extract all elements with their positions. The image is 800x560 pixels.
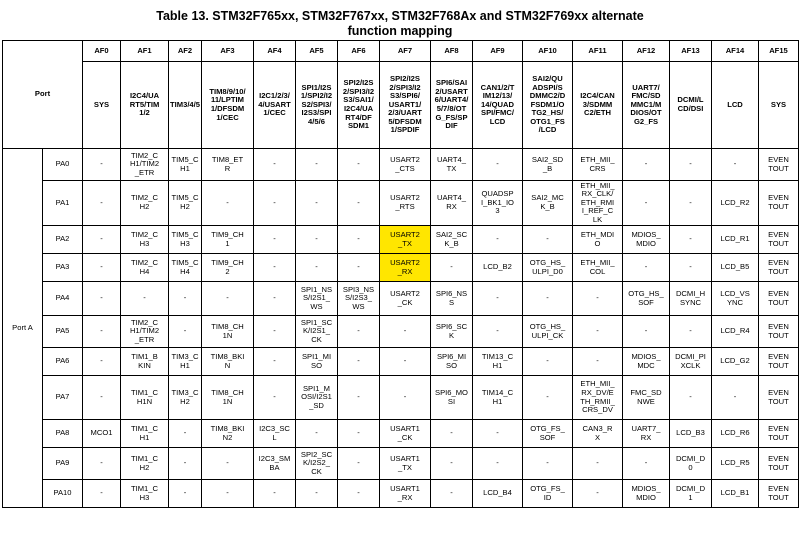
pin-name: PA5 [43, 316, 83, 348]
table-row [3, 254, 799, 282]
af-cell: OTG_HS_ SOF [623, 282, 670, 316]
function-header-af9: CAN1/2/T IM12/13/ 14/QUAD SPI/FMC/ LCD [473, 62, 523, 149]
af-cell: TIM5_C H3 [169, 226, 202, 254]
af-cell: - [523, 348, 573, 376]
table-row [3, 420, 799, 448]
af-cell: - [670, 376, 712, 420]
af-cell: EVEN TOUT [759, 226, 799, 254]
af-cell: I2C3_SM BA [254, 448, 296, 480]
af-cell: ETH_MII_ COL [573, 254, 623, 282]
af-cell: LCD_R5 [712, 448, 759, 480]
pin-name: PA8 [43, 420, 83, 448]
af-cell: UART4_ TX [431, 149, 473, 181]
function-header-af15: SYS [759, 62, 799, 149]
af-cell: - [296, 226, 338, 254]
af-cell: FMC_SD NWE [623, 376, 670, 420]
af-header-af15: AF15 [759, 41, 799, 62]
af-cell: TIM1_C H1N [121, 376, 169, 420]
af-cell: TIM5_C H4 [169, 254, 202, 282]
table-title [0, 0, 800, 38]
pin-name: PA6 [43, 348, 83, 376]
af-cell: - [83, 149, 121, 181]
af-cell: DCMI_H SYNC [670, 282, 712, 316]
af-cell: - [296, 181, 338, 226]
af-cell: TIM13_C H1 [473, 348, 523, 376]
af-cell: USART1 _TX [380, 448, 431, 480]
af-cell: DCMI_D 0 [670, 448, 712, 480]
af-cell: - [83, 376, 121, 420]
af-cell: TIM1_C H1 [121, 420, 169, 448]
table-row [3, 376, 799, 420]
af-cell: - [523, 226, 573, 254]
function-header-row [3, 62, 799, 149]
af-cell: - [338, 480, 380, 508]
function-header-af2: TIM3/4/5 [169, 62, 202, 149]
af-cell: TIM9_CH 2 [202, 254, 254, 282]
af-cell: LCD_B4 [473, 480, 523, 508]
af-cell: TIM8_CH 1N [202, 316, 254, 348]
port-header: Port [3, 41, 83, 149]
af-cell: - [473, 149, 523, 181]
af-cell: EVEN TOUT [759, 348, 799, 376]
af-cell: - [254, 376, 296, 420]
af-cell: LCD_R6 [712, 420, 759, 448]
table-title-line2: function mapping [347, 24, 453, 38]
af-cell: TIM8_BKI N2 [202, 420, 254, 448]
af-cell: - [169, 448, 202, 480]
af-cell: USART1 _CK [380, 420, 431, 448]
af-cell: - [573, 316, 623, 348]
af-cell: DCMI_PI XCLK [670, 348, 712, 376]
af-cell: - [712, 149, 759, 181]
table-row [3, 348, 799, 376]
af-cell: SAI2_SC K_B [431, 226, 473, 254]
af-cell: - [338, 448, 380, 480]
af-cell: - [83, 480, 121, 508]
af-cell: TIM1_C H2 [121, 448, 169, 480]
af-cell: SPI6_MI SO [431, 348, 473, 376]
af-cell: - [431, 254, 473, 282]
af-cell: ETH_MDI O [573, 226, 623, 254]
af-cell: - [338, 226, 380, 254]
af-cell: TIM5_C H1 [169, 149, 202, 181]
af-cell: - [83, 181, 121, 226]
af-cell: - [254, 181, 296, 226]
af-cell: - [573, 282, 623, 316]
af-cell: - [254, 254, 296, 282]
af-cell: - [169, 480, 202, 508]
af-cell: EVEN TOUT [759, 254, 799, 282]
af-cell: - [338, 149, 380, 181]
af-cell: - [121, 282, 169, 316]
af-header-af8: AF8 [431, 41, 473, 62]
af-cell: OTG_HS_ ULPI_D0 [523, 254, 573, 282]
af-cell: - [670, 254, 712, 282]
af-cell: MCO1 [83, 420, 121, 448]
af-cell: - [473, 282, 523, 316]
af-cell: SAI2_SD _B [523, 149, 573, 181]
af-cell: - [473, 448, 523, 480]
af-cell: USART1 _RX [380, 480, 431, 508]
af-cell: SPI1_NS S/I2S1_ WS [296, 282, 338, 316]
af-cell: OTG_HS_ ULPI_CK [523, 316, 573, 348]
af-cell: MDIOS_ MDC [623, 348, 670, 376]
table-row [3, 316, 799, 348]
table-body [3, 149, 799, 508]
af-cell: - [338, 254, 380, 282]
af-cell: - [169, 316, 202, 348]
af-cell: SPI1_MI SO [296, 348, 338, 376]
af-cell: - [380, 376, 431, 420]
af-header-af12: AF12 [623, 41, 670, 62]
af-header-af14: AF14 [712, 41, 759, 62]
table-row [3, 448, 799, 480]
af-cell: MDIOS_ MDIO [623, 480, 670, 508]
af-cell: CAN3_R X [573, 420, 623, 448]
af-cell: TIM1_C H3 [121, 480, 169, 508]
af-cell: QUADSP I_BK1_IO 3 [473, 181, 523, 226]
af-cell: TIM3_C H1 [169, 348, 202, 376]
af-cell: EVEN TOUT [759, 149, 799, 181]
af-cell: - [380, 348, 431, 376]
af-cell: TIM2_C H2 [121, 181, 169, 226]
af-cell: EVEN TOUT [759, 480, 799, 508]
af-cell: - [573, 448, 623, 480]
af-cell: LCD_G2 [712, 348, 759, 376]
function-header-af4: I2C1/2/3/ 4/USART 1/CEC [254, 62, 296, 149]
function-header-af0: SYS [83, 62, 121, 149]
af-cell: TIM3_C H2 [169, 376, 202, 420]
alternate-function-table [2, 40, 799, 508]
af-cell: UART7_ RX [623, 420, 670, 448]
af-cell: - [623, 181, 670, 226]
af-cell: SPI1_SC K/I2S1_ CK [296, 316, 338, 348]
af-cell: - [523, 376, 573, 420]
af-cell: USART2 _RX [380, 254, 431, 282]
table-row [3, 282, 799, 316]
pin-name: PA10 [43, 480, 83, 508]
af-cell: - [83, 448, 121, 480]
af-cell: ETH_MII_ RX_CLK/ ETH_RMI I_REF_C LK [573, 181, 623, 226]
af-cell: - [670, 226, 712, 254]
af-header-af3: AF3 [202, 41, 254, 62]
af-cell: OTG_FS_ SOF [523, 420, 573, 448]
pin-name: PA3 [43, 254, 83, 282]
pin-name: PA1 [43, 181, 83, 226]
function-header-af8: SPI6/SAI 2/USART 6/UART4/ 5/7/8/OT G_FS/SP DIF [431, 62, 473, 149]
af-cell: LCD_R2 [712, 181, 759, 226]
af-cell: - [296, 149, 338, 181]
af-cell: TIM2_C H1/TIM2 _ETR [121, 316, 169, 348]
af-cell: - [338, 316, 380, 348]
af-cell: LCD_R4 [712, 316, 759, 348]
function-header-af11: I2C4/CAN 3/SDMM C2/ETH [573, 62, 623, 149]
af-cell: EVEN TOUT [759, 282, 799, 316]
af-cell: TIM2_C H4 [121, 254, 169, 282]
af-cell: SPI6_MO SI [431, 376, 473, 420]
af-cell: - [254, 149, 296, 181]
af-cell: TIM2_C H1/TIM2 _ETR [121, 149, 169, 181]
af-header-af2: AF2 [169, 41, 202, 62]
af-header-af13: AF13 [670, 41, 712, 62]
af-cell: - [296, 480, 338, 508]
af-cell: - [83, 226, 121, 254]
af-cell: EVEN TOUT [759, 316, 799, 348]
af-cell: EVEN TOUT [759, 181, 799, 226]
af-cell: LCD_B1 [712, 480, 759, 508]
af-cell: - [202, 282, 254, 316]
af-cell: LCD_B3 [670, 420, 712, 448]
af-cell: - [202, 480, 254, 508]
af-cell: - [254, 316, 296, 348]
af-cell: - [202, 448, 254, 480]
af-cell: TIM8_ET R [202, 149, 254, 181]
af-cell: - [623, 254, 670, 282]
af-cell: - [296, 254, 338, 282]
pin-name: PA0 [43, 149, 83, 181]
af-cell: - [338, 420, 380, 448]
af-cell: USART2 _TX [380, 226, 431, 254]
af-cell: - [670, 181, 712, 226]
af-cell: - [83, 348, 121, 376]
af-cell: - [573, 480, 623, 508]
af-cell: SPI6_NS S [431, 282, 473, 316]
af-cell: SPI2_SC K/I2S2_ CK [296, 448, 338, 480]
af-cell: - [473, 420, 523, 448]
af-cell: - [712, 376, 759, 420]
af-cell: LCD_B5 [712, 254, 759, 282]
af-header-row [3, 41, 799, 62]
af-header-af0: AF0 [83, 41, 121, 62]
af-cell: EVEN TOUT [759, 376, 799, 420]
af-header-af10: AF10 [523, 41, 573, 62]
af-header-af6: AF6 [338, 41, 380, 62]
af-cell: OTG_FS_ ID [523, 480, 573, 508]
function-header-af13: DCMI/L CD/DSI [670, 62, 712, 149]
af-header-af5: AF5 [296, 41, 338, 62]
af-cell: MDIOS_ MDIO [623, 226, 670, 254]
af-cell: USART2 _RTS [380, 181, 431, 226]
af-cell: - [338, 376, 380, 420]
af-cell: - [169, 420, 202, 448]
af-cell: SAI2_MC K_B [523, 181, 573, 226]
af-cell: - [83, 316, 121, 348]
af-cell: DCMI_D 1 [670, 480, 712, 508]
af-cell: - [573, 348, 623, 376]
af-cell: EVEN TOUT [759, 420, 799, 448]
af-cell: TIM5_C H2 [169, 181, 202, 226]
pin-name: PA9 [43, 448, 83, 480]
af-cell: I2C3_SC L [254, 420, 296, 448]
pin-name: PA2 [43, 226, 83, 254]
af-header-af9: AF9 [473, 41, 523, 62]
af-cell: LCD_B2 [473, 254, 523, 282]
pin-name: PA7 [43, 376, 83, 420]
af-cell: - [523, 282, 573, 316]
af-cell: - [338, 348, 380, 376]
af-cell: - [473, 226, 523, 254]
af-cell: - [202, 181, 254, 226]
af-cell: USART2 _CK [380, 282, 431, 316]
af-cell: - [623, 448, 670, 480]
af-cell: - [670, 316, 712, 348]
af-cell: UART4_ RX [431, 181, 473, 226]
af-cell: SPI1_M OSI/I2S1 _SD [296, 376, 338, 420]
function-header-af10: SAI2/QU ADSPI/S DMMC2/D FSDM1/O TG2_HS/ OTG1_FS /LCD [523, 62, 573, 149]
af-header-af7: AF7 [380, 41, 431, 62]
af-cell: - [473, 316, 523, 348]
af-cell: - [169, 282, 202, 316]
af-cell: - [623, 149, 670, 181]
table-row [3, 226, 799, 254]
af-cell: LCD_VS YNC [712, 282, 759, 316]
function-header-af7: SPI2/I2S 2/SPI3/I2 S3/SPI6/ USART1/ 2/3/UART 5/DFSDM 1/SPDIF [380, 62, 431, 149]
af-cell: TIM8_CH 1N [202, 376, 254, 420]
af-cell: - [338, 181, 380, 226]
table-row [3, 149, 799, 181]
af-header-af4: AF4 [254, 41, 296, 62]
af-header-af1: AF1 [121, 41, 169, 62]
af-cell: TIM8_BKI N [202, 348, 254, 376]
af-cell: ETH_MII_ RX_DV/E TH_RMII_ CRS_DV [573, 376, 623, 420]
af-cell: - [431, 420, 473, 448]
af-cell: SPI3_NS S/I2S3_ WS [338, 282, 380, 316]
af-header-af11: AF11 [573, 41, 623, 62]
af-cell: - [254, 348, 296, 376]
af-cell: - [431, 480, 473, 508]
af-cell: SPI6_SC K [431, 316, 473, 348]
af-cell: - [380, 316, 431, 348]
af-cell: ETH_MII_ CRS [573, 149, 623, 181]
af-cell: TIM2_C H3 [121, 226, 169, 254]
af-cell: - [623, 316, 670, 348]
af-cell: - [670, 149, 712, 181]
af-cell: - [254, 480, 296, 508]
table-title-line1: Table 13. STM32F765xx, STM32F767xx, STM32F768Ax and STM32F769xx alternate [156, 9, 644, 23]
af-cell: - [83, 254, 121, 282]
af-cell: LCD_R1 [712, 226, 759, 254]
af-cell: TIM14_C H1 [473, 376, 523, 420]
af-cell: USART2 _CTS [380, 149, 431, 181]
function-header-af6: SPI2/I2S 2/SPI3/I2 S3/SAI1/ I2C4/UA RT4/DF SDM1 [338, 62, 380, 149]
function-header-af14: LCD [712, 62, 759, 149]
port-group-label: Port A [3, 149, 43, 508]
function-header-af1: I2C4/UA RT5/TIM 1/2 [121, 62, 169, 149]
af-cell: - [254, 282, 296, 316]
table-row [3, 480, 799, 508]
af-cell: TIM1_B KIN [121, 348, 169, 376]
af-cell: - [296, 420, 338, 448]
af-cell: - [83, 282, 121, 316]
af-cell: EVEN TOUT [759, 448, 799, 480]
af-cell: - [523, 448, 573, 480]
af-cell: - [254, 226, 296, 254]
af-cell: - [431, 448, 473, 480]
function-header-af3: TIM8/9/10/ 11/LPTIM 1/DFSDM 1/CEC [202, 62, 254, 149]
pin-name: PA4 [43, 282, 83, 316]
af-cell: TIM9_CH 1 [202, 226, 254, 254]
function-header-af5: SPI1/I2S 1/SPI2/I2 S2/SPI3/ I2S3/SPI 4/5/6 [296, 62, 338, 149]
function-header-af12: UART7/ FMC/SD MMC1/M DIOS/OT G2_FS [623, 62, 670, 149]
table-row [3, 181, 799, 226]
